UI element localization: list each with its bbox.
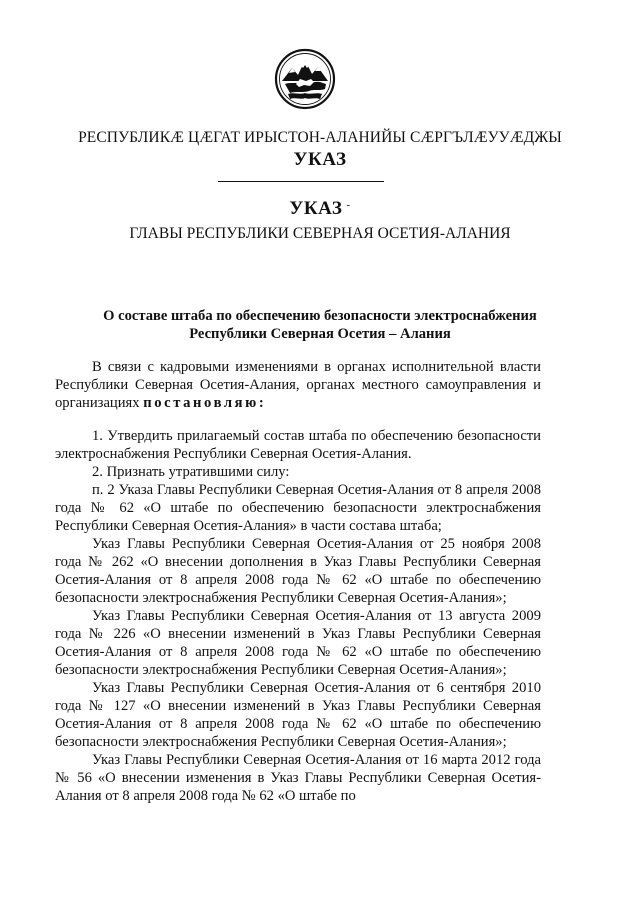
preamble-paragraph <box>55 358 541 412</box>
paragraph-6: Указ Главы Республики Северная Осетия-Алания от 6 сентября 2010 года № 127 «О внесении изменений в Указ Главы Республики Северная Осетия-Алания от 8 апреля 2008 года № 62 «О штабе по обеспечению безопасности электроснабжения Республики Северная Осетия-Алания»; <box>55 680 541 750</box>
divider <box>218 181 384 182</box>
paragraph-4: Указ Главы Республики Северная Осетия-Алания от 25 ноября 2008 года № 262 «О внесении дополнения в Указ Главы Республики Северная Осетия-Алания от 8 апреля 2008 года № 62 «О штабе по обеспечению безопасности электроснабжения Республики Северная Осетия-Алания»; <box>55 536 541 606</box>
decree-heading-ossetic: УКАЗ <box>293 149 347 170</box>
paragraph-3: п. 2 Указа Главы Республики Северная Осетия-Алания от 8 апреля 2008 года № 62 «О штабе по обеспечению безопасности электроснабжения Республики Северная Осетия-Алания» в части состава штаба; <box>55 482 541 534</box>
decree-items <box>55 427 541 805</box>
document-title-line-2: Республики Северная Осетия – Алания <box>189 326 451 342</box>
document-title-line-1: О составе штаба по обеспечению безопасности электроснабжения <box>103 308 537 324</box>
decree-heading-text: УКАЗ <box>289 198 343 219</box>
preamble-text: В связи с кадровыми изменениями в органах исполнительной власти Республики Северная Осетия-Алания, органах местного самоуправления и организациях <box>55 359 541 411</box>
decree-heading-mark: - <box>346 199 351 211</box>
document-title <box>0 307 640 343</box>
preamble <box>55 358 541 412</box>
decree-word: постановляю: <box>143 395 267 411</box>
paragraph-2: 2. Признать утратившими силу: <box>92 464 290 480</box>
coat-of-arms-icon <box>274 48 336 110</box>
paragraph-1: 1. Утвердить прилагаемый состав штаба по обеспечению безопасности электроснабжения Республики Северная Осетия-Алания. <box>55 428 541 462</box>
head-of-republic-heading: ГЛАВЫ РЕСПУБЛИКИ СЕВЕРНАЯ ОСЕТИЯ-АЛАНИЯ <box>129 225 511 242</box>
decree-heading-russian <box>0 198 640 220</box>
paragraph-7: Указ Главы Республики Северная Осетия-Алания от 16 марта 2012 года № 56 «О внесении изменения в Указ Главы Республики Северная Осетия-Алания от 8 апреля 2008 года № 62 «О штабе по <box>55 752 541 804</box>
paragraph-5: Указ Главы Республики Северная Осетия-Алания от 13 августа 2009 года № 226 «О внесении изменений в Указ Главы Республики Северная Осетия-Алания от 8 апреля 2008 года № 62 «О штабе по обеспечению безопасности электроснабжения Республики Северная Осетия-Алания»; <box>55 608 541 678</box>
republic-name-ossetic: РЕСПУБЛИКÆ ЦÆГАТ ИРЫСТОН-АЛАНИЙЫ СÆРГЪЛÆУУÆДЖЫ <box>78 129 562 146</box>
